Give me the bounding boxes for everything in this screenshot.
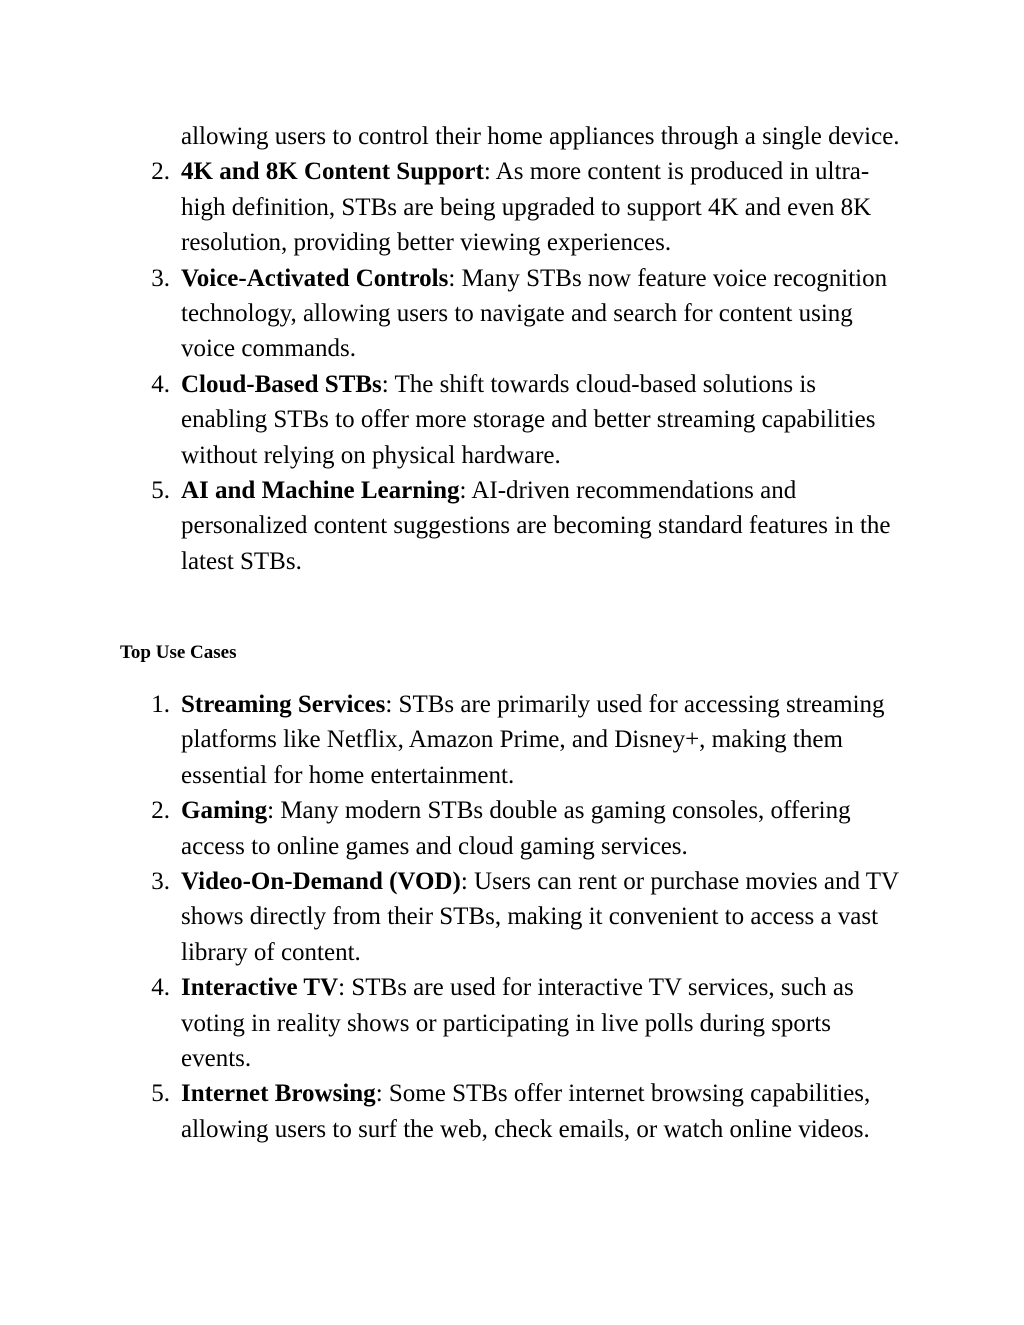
list-item-description: : AI-driven recommendations and personalized content suggestions are becoming standard features in the latest STBs. bbox=[181, 477, 891, 575]
list-item-description: : As more content is produced in ultra-high definition, STBs are being upgraded to support 4K and even 8K resolution, providing better viewing experiences. bbox=[181, 158, 872, 257]
trends-list bbox=[0, 119, 1024, 579]
list-item bbox=[0, 793, 905, 864]
list-item-term: Voice-Activated Controls bbox=[181, 264, 449, 292]
list-item bbox=[0, 970, 905, 1076]
use-cases-list bbox=[0, 687, 1024, 1147]
list-item-term: AI and Machine Learning bbox=[181, 477, 460, 505]
list-item-description: : Many STBs now feature voice recognition technology, allowing users to navigate and search for content using voice commands. bbox=[181, 264, 888, 363]
list-item-number: 4. bbox=[151, 370, 170, 398]
list-item-term: Interactive TV bbox=[181, 974, 339, 1002]
list-item bbox=[0, 687, 905, 793]
list-item-term: Video-On-Demand (VOD) bbox=[181, 868, 461, 896]
list-item-number: 3. bbox=[151, 264, 170, 292]
list-item-text: allowing users to control their home appliances through a single device. bbox=[181, 123, 900, 150]
list-item-number: 2. bbox=[151, 797, 170, 825]
list-item-number: 2. bbox=[151, 158, 170, 186]
list-item-description: : Users can rent or purchase movies and TV shows directly from their STBs, making it convenient to access a vast library of content. bbox=[181, 868, 899, 966]
list-item-number: 1. bbox=[151, 691, 170, 718]
section-heading: Top Use Cases bbox=[120, 642, 237, 663]
list-item bbox=[0, 1076, 905, 1147]
list-item-term: Internet Browsing bbox=[181, 1080, 376, 1108]
list-item-description: : Some STBs offer internet browsing capabilities, allowing users to surf the web, check emails, or watch online videos. bbox=[181, 1080, 871, 1143]
list-item bbox=[0, 473, 905, 579]
list-item-number: 4. bbox=[151, 974, 170, 1002]
list-item-description: : The shift towards cloud-based solutions is enabling STBs to offer more storage and better streaming capabilities without relying on physical hardware. bbox=[181, 370, 876, 469]
list-item-description: : STBs are primarily used for accessing streaming platforms like Netflix, Amazon Prime, and Disney+, making them essential for home entertainment. bbox=[181, 691, 885, 789]
list-item-term: 4K and 8K Content Support bbox=[181, 158, 484, 186]
list-item-number: 5. bbox=[151, 477, 170, 505]
list-item-description: : Many modern STBs double as gaming consoles, offering access to online games and cloud gaming services. bbox=[181, 797, 851, 860]
list-item-continuation bbox=[0, 119, 905, 154]
list-item-number: 3. bbox=[151, 868, 170, 896]
list-item-term: Streaming Services bbox=[181, 691, 386, 718]
list-item-number: 5. bbox=[151, 1080, 170, 1108]
list-item bbox=[0, 261, 905, 367]
list-item-term: Cloud-Based STBs bbox=[181, 370, 382, 398]
list-item bbox=[0, 154, 905, 260]
list-item-term: Gaming bbox=[181, 797, 268, 825]
list-item bbox=[0, 367, 905, 473]
list-item-description: : STBs are used for interactive TV services, such as voting in reality shows or participating in live polls during sports events. bbox=[181, 974, 854, 1073]
list-item bbox=[0, 864, 905, 970]
